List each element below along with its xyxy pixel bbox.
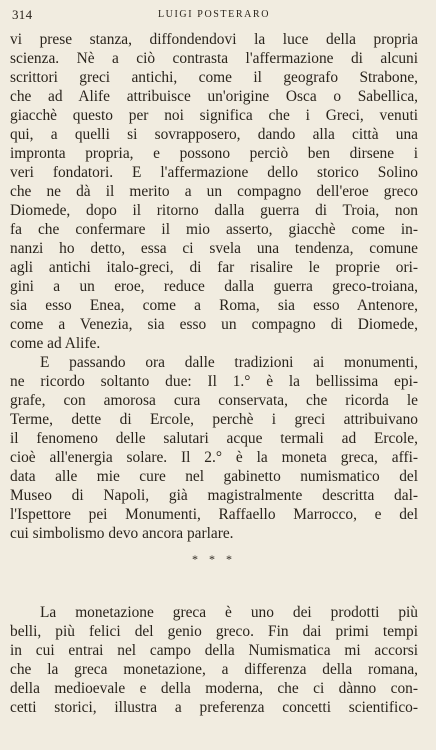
text-line: sia esso Enea, come a Roma, sia esso Antenore, xyxy=(10,297,418,314)
text-line: come a Venezia, sia esso un compagno di Diomede, xyxy=(10,316,418,333)
text-line: fa che confermare il mio asserto, giacchè come in- xyxy=(10,221,418,238)
text-line: qui, a quelli si sovrapposero, dando alla città una xyxy=(10,126,418,143)
text-line: cioè all'energia solare. Il 2.° è la moneta greca, affi- xyxy=(10,449,418,466)
text-line: E passando ora dalle tradizioni ai monumenti, xyxy=(40,354,418,371)
text-line: Terme, dette di Ercole, perchè i greci attribuivano xyxy=(10,411,418,428)
text-line: giacchè questo per noi significa che i Greci, venuti xyxy=(10,107,418,124)
text-line: belli, più felici del genio greco. Fin dai primi tempi xyxy=(10,623,418,640)
text-line: ne ricordo soltanto due: Il 1.° è la bellissima epi- xyxy=(10,373,418,390)
asterism-ornament: * * * xyxy=(192,552,236,566)
text-line: data alle mie cure nel gabinetto numismatico del xyxy=(10,468,418,485)
text-line: scienza. Nè a ciò contrasta l'affermazione di alcuni xyxy=(10,50,418,67)
text-line: veri fondatori. E l'affermazione dello storico Solino xyxy=(10,164,418,181)
page-number: 314 xyxy=(12,7,33,22)
text-line: cui simbolismo devo ancora parlare. xyxy=(10,525,234,542)
paragraph-2 xyxy=(10,353,418,543)
text-line: che ad Alife attribuisce un'origine Osca o Sabellica, xyxy=(10,88,418,105)
text-line: l'Ispettore pei Monumenti, Raffaello Marrocco, e del xyxy=(10,506,418,523)
text-line: nanzi ho detto, essa ci svela una tendenza, comune xyxy=(10,240,418,257)
running-head xyxy=(10,6,418,30)
paragraph-1 xyxy=(10,30,418,353)
running-title: LUIGI POSTERARO xyxy=(157,9,271,20)
text-line: come ad Alife. xyxy=(10,335,101,352)
text-line: La monetazione greca è uno dei prodotti più xyxy=(40,604,418,621)
text-line: che ne dà il merito a un compagno dell'eroe greco xyxy=(10,183,418,200)
text-line: Museo di Napoli, già magistralmente descritta dal- xyxy=(10,487,418,504)
text-line: che la greca monetazione, a differenza della romana, xyxy=(10,661,418,678)
text-line: cetti storici, illustra a preferenza concetti scientifico- xyxy=(10,699,418,716)
text-line: Diomede, dopo il ritorno dalla guerra di Troia, non xyxy=(10,202,418,219)
text-line: il fenomeno delle salutari acque termali ad Ercole, xyxy=(10,430,418,447)
body-text xyxy=(10,30,418,717)
section-break xyxy=(10,543,418,603)
text-line: grafe, con amorosa cura conservata, che ricorda le xyxy=(10,392,418,409)
text-line: della medioevale e della moderna, che ci dànno con- xyxy=(10,680,418,697)
text-line: agli antichi italo-greci, di far risalire le proprie ori- xyxy=(10,259,418,276)
text-line: gini a un eroe, reduce dalla guerra greco-troiana, xyxy=(10,278,418,295)
text-line: in cui entrai nel campo della Numismatica mi accorsi xyxy=(10,642,418,659)
text-line: vi prese stanza, diffondendovi la luce della propria xyxy=(10,31,418,48)
paragraph-3 xyxy=(10,603,418,717)
text-line: impronta propria, e possono perciò ben dirsene i xyxy=(10,145,418,162)
text-line: scrittori greci antichi, come il geografo Strabone, xyxy=(10,69,418,86)
